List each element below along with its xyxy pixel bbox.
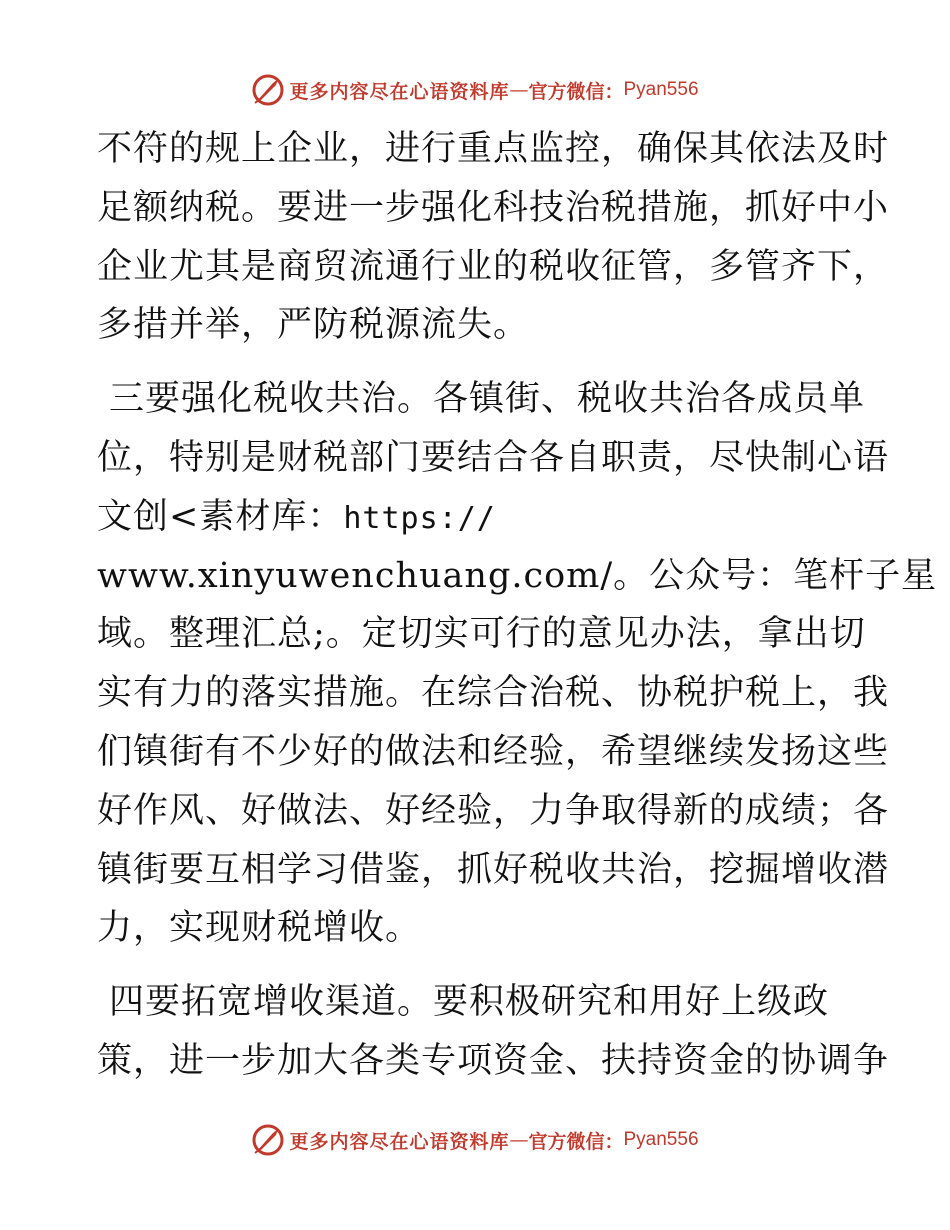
banner-wechat-label: 官方微信：: [528, 1130, 624, 1153]
paragraph-1: [97, 120, 890, 355]
banner-wechat-id: Pyan556: [623, 79, 699, 100]
text-span: 文创<素材库：: [97, 496, 344, 537]
banner-title: 更多内容尽在心语资料库: [289, 1130, 510, 1153]
text-line: 域。整理汇总;。定切实可行的意见办法，拿出切: [97, 614, 866, 655]
text-line: 力，实现财税增收。: [97, 908, 422, 949]
document-body: [97, 120, 938, 1091]
text-line: 不符的规上企业，进行重点监控，确保其依法及时: [97, 129, 890, 169]
text-line: 策，进一步加大各类专项资金、扶持资金的协调争: [97, 1040, 890, 1081]
paragraph-gap: [97, 355, 857, 370]
text-line: 镇街要互相学习借鉴，抓好税收共治，挖掘增收潜: [97, 849, 890, 890]
banner-dash: —: [509, 1129, 529, 1151]
text-line: 们镇街有不少好的做法和经验，希望继续发扬这些: [97, 731, 890, 772]
text-line: 企业尤其是商贸流通行业的税收征管，多管齐下，: [97, 246, 890, 287]
paragraph-gap: [97, 958, 857, 973]
banner-wechat-id: Pyan556: [623, 1129, 699, 1150]
header-banner: [0, 70, 950, 110]
quill-logo-icon: [251, 1123, 285, 1157]
text-line: 足额纳税。要进一步强化科技治税措施，抓好中小: [97, 187, 890, 228]
banner-title: 更多内容尽在心语资料库: [289, 80, 510, 103]
text-line: 好作风、好做法、好经验，力争取得新的成绩；各: [97, 790, 890, 831]
quill-logo-icon: [251, 73, 285, 107]
paragraph-2: [97, 370, 938, 958]
banner-dash: —: [509, 79, 529, 101]
banner-wechat-label: 官方微信：: [528, 80, 624, 103]
text-line: [97, 488, 857, 547]
text-line: 位，特别是财税部门要结合各自职责，尽快制心语: [97, 437, 890, 478]
url-fragment: https://: [343, 500, 496, 536]
footer-banner: [0, 1120, 950, 1160]
paragraph-3: [97, 973, 890, 1091]
text-line: 多措并举，严防税源流失。: [97, 305, 530, 346]
text-line: 实有力的落实措施。在综合治税、协税护税上，我: [97, 673, 890, 714]
text-line: 三要强化税收共治。各镇街、税收共治各成员单: [109, 379, 866, 420]
text-line: 四要拓宽增收渠道。要积极研究和用好上级政: [109, 982, 830, 1023]
text-line: www.xinyuwenchuang.com/。公众号：笔杆子星: [97, 555, 938, 596]
